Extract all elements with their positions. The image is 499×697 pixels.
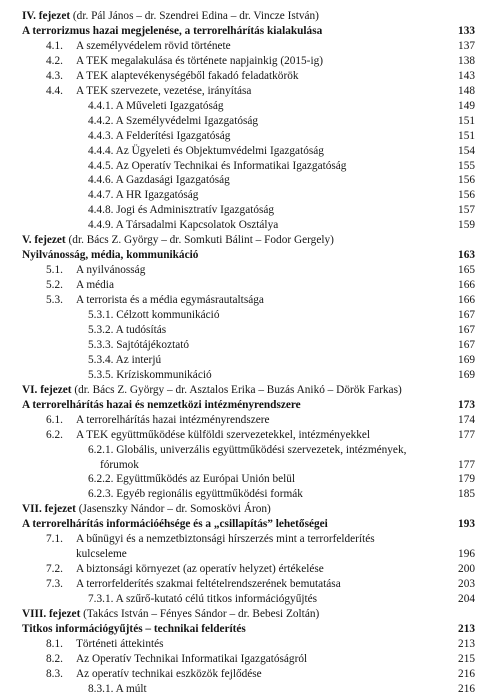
toc-entry [0,472,499,487]
toc-entry [0,353,499,368]
chapter-authors: (Jasenszky Nándor – dr. Somoskövi Áron) [75,503,271,516]
chapter-heading [0,233,499,248]
section-number: 7.2. [46,563,63,576]
subsection-title: 5.3.1. Célzott kommunikáció [88,309,220,321]
chapter-authors: (Takács István – Fényes Sándor – dr. Bebesi Zoltán) [80,608,320,620]
section-number: 5.2. [46,279,63,292]
page-number: 149 [458,99,475,112]
section-number: 8.1. [46,637,63,650]
chapter-authors: (dr. Bács Z. György – dr. Asztalos Erika – Buzás Anikó – Dörök Farkas) [71,383,402,396]
subsection-title: 5.3.5. Kríziskommunikáció [88,368,212,381]
chapter-line [22,383,402,398]
page-number: 166 [458,279,475,292]
subsection-title: 5.3.3. Sajtótájékoztató [88,338,190,351]
chapter-title-text: A terrorizmus hazai megjelenése, a terrorelhárítás kialakulása [22,24,323,37]
section-number: 8.3. [46,667,63,680]
page-number: 133 [458,24,475,37]
section-number: 7.3. [46,578,63,591]
chapter-line [22,607,319,622]
page-number: 179 [458,473,475,486]
page-number: 151 [458,114,475,127]
toc-entry [0,338,499,353]
toc-entry [0,129,499,144]
page-number: 166 [458,294,475,307]
chapter-title [0,622,499,637]
toc-entry [0,173,499,188]
toc-entry [0,532,499,547]
section-number: 6.2. [46,428,63,441]
toc-entry [0,263,499,278]
subsection-title: 4.4.9. A Társadalmi Kapcsolatok Osztálya [88,219,279,232]
chapter-title [0,517,499,532]
section-title: Történeti áttekintés [76,637,164,650]
chapter-title [0,248,499,263]
toc-entry [0,293,499,308]
page-number: 143 [458,69,475,82]
page-number: 167 [458,338,475,351]
page-number: 203 [458,578,475,591]
page-number: 173 [458,398,475,411]
subsection-title: 4.4.1. A Műveleti Igazgatóság [88,99,224,112]
page-number: 216 [458,682,475,695]
chapter-heading [0,383,499,398]
page-number: 155 [458,159,475,172]
subsection-title: 4.4.5. Az Operatív Technikai és Informatikai Igazgatóság [88,159,347,172]
section-number: 4.1. [46,39,63,52]
page-number: 159 [458,219,475,232]
section-title: A bűnügyi és a nemzetbiztonsági hírszerzés mint a terrorfelderítés [76,533,375,546]
toc-entry [0,308,499,323]
page-number: 137 [458,39,475,52]
section-number: 4.2. [46,54,63,67]
section-number: 7.1. [46,533,63,546]
chapter-title-text: A terrorelhárítás hazai és nemzetközi intézményrendszere [22,398,301,411]
subsection-title: 4.4.8. Jogi és Adminisztratív Igazgatóság [88,204,275,217]
page-number: 174 [458,413,475,426]
section-number: 4.3. [46,69,63,82]
toc-entry [0,487,499,502]
page-number: 156 [458,174,475,187]
page-number: 154 [458,144,475,157]
chapter-authors: (dr. Pál János – dr. Szendrei Edina – dr. Vincze István) [70,10,319,22]
subsection-title: 4.4.7. A HR Igazgatóság [88,189,199,202]
subsection-title: 5.3.2. A tudósítás [88,323,167,336]
section-title: A média [76,279,114,292]
chapter-line [22,502,271,517]
toc-entry [0,323,499,338]
toc-entry [0,413,499,428]
chapter-label: V. fejezet [22,234,66,247]
subsection-title: 4.4.2. A Személyvédelmi Igazgatóság [88,114,259,127]
chapter-title-text: A terrorelhárítás információéhsége és a „csillapítás” lehetőségei [22,518,328,531]
section-title: A biztonsági környezet (az operatív helyzet) értékelése [76,563,324,576]
page-number: 167 [458,323,475,336]
page-number: 177 [458,428,475,441]
toc-entry [0,368,499,383]
page-number: 193 [458,518,475,531]
page-number: 213 [458,622,475,635]
section-title: Az Operatív Technikai Informatikai Igazgatóságról [76,652,308,665]
toc-entry [0,652,499,667]
page-number: 151 [458,129,475,142]
section-number: 4.4. [46,84,63,97]
page-number: 216 [458,667,475,680]
continuation-text: kulcseleme [76,548,127,561]
toc-entry [0,577,499,592]
page-number: 196 [458,548,475,561]
chapter-heading [0,607,499,622]
chapter-heading [0,502,499,517]
toc-entry [0,458,499,473]
toc-entry [0,144,499,159]
toc-entry [0,443,499,458]
page-number: 213 [458,637,475,650]
toc-entry [0,114,499,129]
page-number: 138 [458,54,475,67]
toc-entry [0,188,499,203]
chapter-line [22,9,319,24]
chapter-title-text: Nyilvánosság, média, kommunikáció [22,249,199,262]
chapter-heading [0,9,499,24]
toc-entry [0,428,499,443]
subsection-title: 4.4.6. A Gazdasági Igazgatóság [88,174,230,187]
section-number: 5.3. [46,294,63,307]
subsection-title: 5.3.4. Az interjú [88,353,162,366]
page-number: 169 [458,368,475,381]
section-number: 8.2. [46,652,63,665]
toc-entry [0,84,499,99]
toc-entry [0,547,499,562]
toc-entry [0,159,499,174]
chapter-title-text: Titkos információgyűjtés – technikai felderítés [22,622,246,635]
section-title: A személyvédelem rövid története [76,39,231,52]
section-title: A TEK alaptevékenységéből fakadó feladatkörök [76,69,299,82]
subsection-title: 4.4.3. A Felderítési Igazgatóság [88,129,231,142]
page-number: 169 [458,353,475,366]
toc-entry [0,682,499,697]
toc-entry [0,39,499,54]
page-number: 167 [458,309,475,321]
chapter-line [22,233,334,248]
chapter-label: VI. fejezet [22,383,72,396]
section-title: A TEK megalakulása és története napjainkig (2015-ig) [76,54,323,67]
page-number: 163 [458,249,475,262]
page-number: 165 [458,264,475,277]
section-title: A TEK együttműködése külföldi szervezetekkel, intézményekkel [76,428,371,441]
chapter-authors: (dr. Bács Z. György – dr. Somkuti Bálint – Fodor Gergely) [65,234,334,247]
toc-entry [0,637,499,652]
chapter-title [0,398,499,413]
subsection-title: 7.3.1. A szűrő-kutató célú titkos információgyűjtés [88,593,318,606]
section-number: 6.1. [46,413,63,426]
page-number: 177 [458,458,475,471]
chapter-label: VII. fejezet [22,503,76,516]
page-number: 200 [458,563,475,576]
section-title: A terrorista és a média egymásrautaltsága [76,294,264,307]
section-title: A terrorfelderítés szakmai feltételrendszerének bemutatása [76,578,341,591]
section-title: A terrorelhárítás hazai intézményrendszere [76,413,270,426]
toc-entry [0,218,499,233]
toc-entry [0,54,499,69]
subsection-title: 8.3.1. A múlt [88,682,147,695]
chapter-label: IV. fejezet [22,10,71,22]
page-number: 148 [458,84,475,97]
toc-entry [0,562,499,577]
section-title: A TEK szervezete, vezetése, irányítása [76,84,252,97]
page-number: 204 [458,593,475,606]
toc-entry [0,592,499,607]
page-number: 156 [458,189,475,202]
page-number: 157 [458,204,475,217]
section-title: Az operatív technikai eszközök fejlődése [76,667,262,680]
subsection-title: 6.2.2. Együttműködés az Európai Unión belül [88,473,296,486]
toc-entry [0,203,499,218]
continuation-text: fórumok [100,458,139,471]
page-number: 215 [458,652,475,665]
page-number: 185 [458,488,475,501]
chapter-title [0,24,499,39]
subsection-title: 6.2.1. Globális, univerzális együttműködési szervezetek, intézmények, [88,443,407,456]
toc-entry [0,667,499,682]
chapter-label: VIII. fejezet [22,608,81,620]
subsection-title: 6.2.3. Egyéb regionális együttműködési formák [88,488,303,501]
toc-entry [0,99,499,114]
section-title: A nyilvánosság [76,264,146,277]
toc-entry [0,69,499,84]
toc-entry [0,278,499,293]
section-number: 5.1. [46,264,63,277]
subsection-title: 4.4.4. Az Ügyeleti és Objektumvédelmi Igazgatóság [88,144,324,157]
